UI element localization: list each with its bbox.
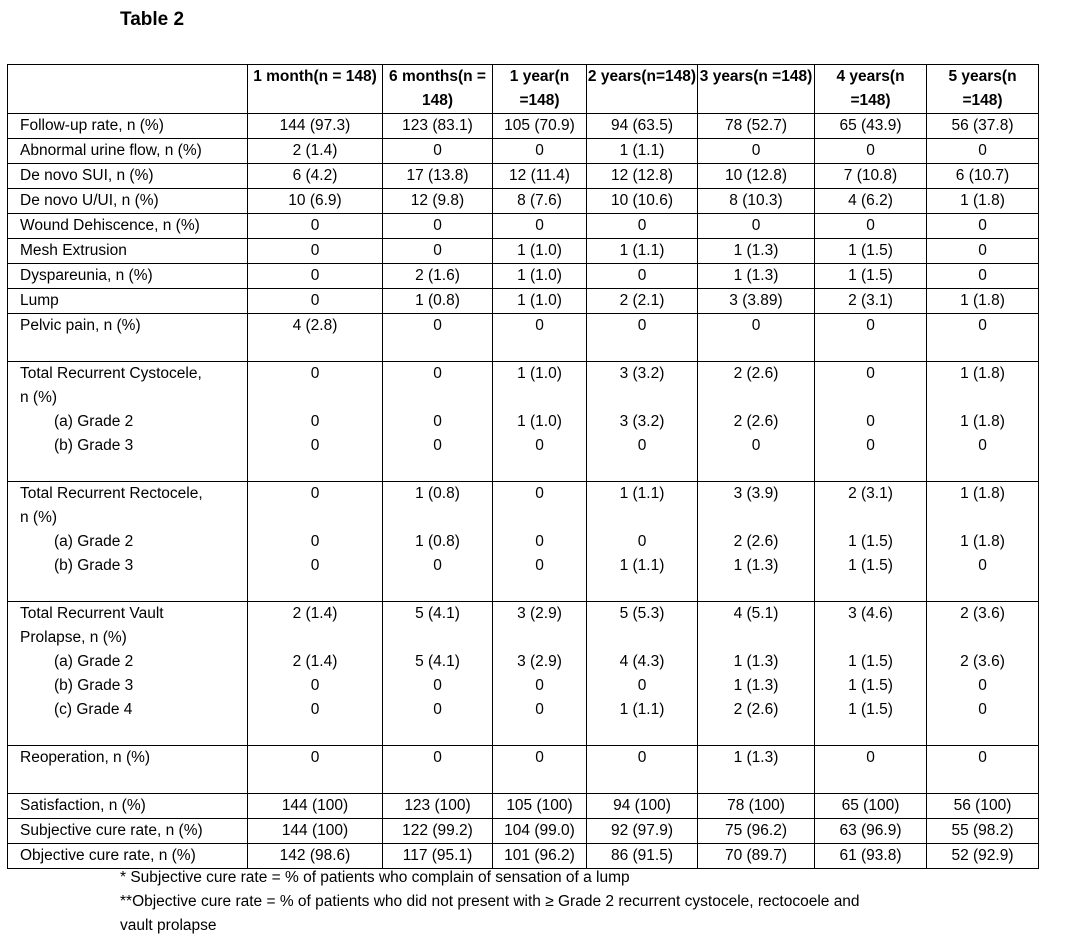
table-cell: 0 — [927, 314, 1039, 362]
table-cell: 123 (83.1) — [383, 114, 493, 139]
table-cell: 2 (2.6) 2 (2.6) 0 — [698, 362, 815, 482]
table-row — [8, 794, 1039, 819]
table-cell: 0 — [698, 314, 815, 362]
table-cell: 0 — [815, 746, 927, 794]
header-row — [8, 65, 1039, 114]
table-cell: 122 (99.2) — [383, 819, 493, 844]
footnote-subjective: * Subjective cure rate = % of patients who complain of sensation of a lump — [120, 869, 630, 886]
row-label: Pelvic pain, n (%) — [8, 314, 248, 362]
table-cell: 3 (4.6) 1 (1.5) 1 (1.5) 1 (1.5) — [815, 602, 927, 746]
row-label: Total Recurrent Vault Prolapse, n (%) (a) Grade 2 (b) Grade 3 (c) Grade 4 — [8, 602, 248, 746]
table-cell: 70 (89.7) — [698, 844, 815, 869]
table-cell: 2 (3.1) — [815, 289, 927, 314]
table-row — [8, 164, 1039, 189]
row-label: Abnormal urine flow, n (%) — [8, 139, 248, 164]
table-row — [8, 264, 1039, 289]
table-cell: 94 (63.5) — [587, 114, 698, 139]
table-cell: 0 — [927, 214, 1039, 239]
table-cell: 0 0 0 — [248, 482, 383, 602]
table-cell: 1 (0.8) — [383, 289, 493, 314]
table-cell: 12 (12.8) — [587, 164, 698, 189]
table-cell: 105 (100) — [493, 794, 587, 819]
table-cell: 1 (0.8) 1 (0.8) 0 — [383, 482, 493, 602]
table-row — [8, 189, 1039, 214]
table-cell: 0 — [927, 139, 1039, 164]
table-cell: 7 (10.8) — [815, 164, 927, 189]
table-cell: 144 (100) — [248, 819, 383, 844]
table-cell: 0 — [927, 239, 1039, 264]
row-label: Mesh Extrusion — [8, 239, 248, 264]
table-cell: 2 (1.4) — [248, 139, 383, 164]
row-label: Satisfaction, n (%) — [8, 794, 248, 819]
table-cell: 2 (3.1) 1 (1.5) 1 (1.5) — [815, 482, 927, 602]
table-cell: 0 — [248, 746, 383, 794]
row-label: Subjective cure rate, n (%) — [8, 819, 248, 844]
table-cell: 1 (1.1) — [587, 139, 698, 164]
row-label: Reoperation, n (%) — [8, 746, 248, 794]
table-row — [8, 289, 1039, 314]
table-cell: 56 (100) — [927, 794, 1039, 819]
header-cell: 5 years(n =148) — [927, 65, 1039, 114]
table-cell: 63 (96.9) — [815, 819, 927, 844]
table-cell: 0 0 0 — [815, 362, 927, 482]
table-cell: 142 (98.6) — [248, 844, 383, 869]
table-cell: 2 (3.6) 2 (3.6) 0 0 — [927, 602, 1039, 746]
table-cell: 75 (96.2) — [698, 819, 815, 844]
table-cell: 3 (3.89) — [698, 289, 815, 314]
table-cell: 10 (10.6) — [587, 189, 698, 214]
table-cell: 6 (4.2) — [248, 164, 383, 189]
table-cell: 0 — [383, 139, 493, 164]
row-label: Total Recurrent Rectocele, n (%) (a) Grade 2 (b) Grade 3 — [8, 482, 248, 602]
table-cell: 78 (52.7) — [698, 114, 815, 139]
header-cell: 1 month(n = 148) — [248, 65, 383, 114]
table-cell: 65 (43.9) — [815, 114, 927, 139]
table-cell: 65 (100) — [815, 794, 927, 819]
table-cell: 0 — [927, 264, 1039, 289]
table-cell: 94 (100) — [587, 794, 698, 819]
table-cell: 0 — [248, 264, 383, 289]
table-cell: 92 (97.9) — [587, 819, 698, 844]
row-label: Total Recurrent Cystocele, n (%) (a) Grade 2 (b) Grade 3 — [8, 362, 248, 482]
table-row-group — [8, 362, 1039, 482]
table-cell: 2 (2.1) — [587, 289, 698, 314]
table-cell: 1 (1.1) 0 1 (1.1) — [587, 482, 698, 602]
table-cell: 4 (6.2) — [815, 189, 927, 214]
header-cell: 3 years(n =148) — [698, 65, 815, 114]
table-cell: 0 — [698, 214, 815, 239]
table-cell: 0 — [248, 289, 383, 314]
table-cell: 56 (37.8) — [927, 114, 1039, 139]
table-cell: 1 (1.3) — [698, 264, 815, 289]
header-cell: 6 months(n = 148) — [383, 65, 493, 114]
table-cell: 1 (1.8) 1 (1.8) 0 — [927, 362, 1039, 482]
table-cell: 10 (12.8) — [698, 164, 815, 189]
table-cell: 0 — [927, 746, 1039, 794]
table-row — [8, 819, 1039, 844]
table-cell: 0 0 0 — [383, 362, 493, 482]
table-cell: 0 — [383, 214, 493, 239]
table-cell: 4 (2.8) — [248, 314, 383, 362]
header-cell: 4 years(n =148) — [815, 65, 927, 114]
row-label: De novo SUI, n (%) — [8, 164, 248, 189]
table-cell: 0 — [815, 314, 927, 362]
table-cell: 12 (9.8) — [383, 189, 493, 214]
table-cell: 1 (1.3) — [698, 746, 815, 794]
header-corner — [8, 65, 248, 114]
table-cell: 55 (98.2) — [927, 819, 1039, 844]
table-cell: 17 (13.8) — [383, 164, 493, 189]
row-label: Dyspareunia, n (%) — [8, 264, 248, 289]
table-cell: 0 — [383, 314, 493, 362]
table-row — [8, 239, 1039, 264]
table-cell: 12 (11.4) — [493, 164, 587, 189]
row-label: Lump — [8, 289, 248, 314]
table-cell: 8 (7.6) — [493, 189, 587, 214]
header-cell: 1 year(n =148) — [493, 65, 587, 114]
table-cell: 0 — [383, 239, 493, 264]
table-cell: 104 (99.0) — [493, 819, 587, 844]
table-cell: 101 (96.2) — [493, 844, 587, 869]
table-cell: 1 (1.8) — [927, 289, 1039, 314]
table-cell: 6 (10.7) — [927, 164, 1039, 189]
table-row — [8, 746, 1039, 794]
table-cell: 86 (91.5) — [587, 844, 698, 869]
table-cell: 0 — [493, 314, 587, 362]
table-cell: 1 (1.0) — [493, 264, 587, 289]
table-cell: 0 — [248, 239, 383, 264]
table-cell: 105 (70.9) — [493, 114, 587, 139]
table-cell: 61 (93.8) — [815, 844, 927, 869]
table-cell: 8 (10.3) — [698, 189, 815, 214]
table-cell: 0 0 0 — [248, 362, 383, 482]
table-cell: 123 (100) — [383, 794, 493, 819]
row-label: De novo U/UI, n (%) — [8, 189, 248, 214]
row-label: Wound Dehiscence, n (%) — [8, 214, 248, 239]
table-cell: 3 (3.2) 3 (3.2) 0 — [587, 362, 698, 482]
table-cell: 0 — [493, 746, 587, 794]
table-cell: 2 (1.6) — [383, 264, 493, 289]
table-cell: 144 (100) — [248, 794, 383, 819]
table-cell: 0 — [815, 214, 927, 239]
table-row — [8, 844, 1039, 869]
table-cell: 1 (1.0) 1 (1.0) 0 — [493, 362, 587, 482]
table-cell: 0 0 0 — [493, 482, 587, 602]
table-cell: 1 (1.1) — [587, 239, 698, 264]
table-cell: 3 (2.9) 3 (2.9) 0 0 — [493, 602, 587, 746]
table-cell: 0 — [587, 264, 698, 289]
table-row — [8, 314, 1039, 362]
row-label: Objective cure rate, n (%) — [8, 844, 248, 869]
table-cell: 5 (4.1) 5 (4.1) 0 0 — [383, 602, 493, 746]
results-table — [7, 64, 1039, 869]
table-cell: 52 (92.9) — [927, 844, 1039, 869]
table-cell: 1 (1.8) — [927, 189, 1039, 214]
table-row — [8, 139, 1039, 164]
table-cell: 0 — [587, 746, 698, 794]
table-cell: 10 (6.9) — [248, 189, 383, 214]
header-cell: 2 years(n=148) — [587, 65, 698, 114]
table-row — [8, 214, 1039, 239]
row-label: Follow-up rate, n (%) — [8, 114, 248, 139]
table-cell: 144 (97.3) — [248, 114, 383, 139]
table-cell: 0 — [493, 139, 587, 164]
footnote-objective-cont: vault prolapse — [120, 917, 217, 934]
table-row-group — [8, 482, 1039, 602]
table-row — [8, 114, 1039, 139]
table-cell: 4 (5.1) 1 (1.3) 1 (1.3) 2 (2.6) — [698, 602, 815, 746]
table-cell: 2 (1.4) 2 (1.4) 0 0 — [248, 602, 383, 746]
table-cell: 1 (1.0) — [493, 289, 587, 314]
table-cell: 0 — [815, 139, 927, 164]
table-cell: 1 (1.0) — [493, 239, 587, 264]
table-cell: 0 — [248, 214, 383, 239]
table-cell: 0 — [383, 746, 493, 794]
table-cell: 117 (95.1) — [383, 844, 493, 869]
table-cell: 5 (5.3) 4 (4.3) 0 1 (1.1) — [587, 602, 698, 746]
table-row-group — [8, 602, 1039, 746]
table-cell: 1 (1.5) — [815, 264, 927, 289]
table-cell: 78 (100) — [698, 794, 815, 819]
table-cell: 0 — [493, 214, 587, 239]
table-cell: 0 — [587, 314, 698, 362]
table-cell: 0 — [698, 139, 815, 164]
table-cell: 1 (1.5) — [815, 239, 927, 264]
table-cell: 1 (1.3) — [698, 239, 815, 264]
table-cell: 1 (1.8) 1 (1.8) 0 — [927, 482, 1039, 602]
table-cell: 3 (3.9) 2 (2.6) 1 (1.3) — [698, 482, 815, 602]
footnotes — [120, 866, 1020, 938]
table-title: Table 2 — [120, 9, 185, 30]
table-cell: 0 — [587, 214, 698, 239]
footnote-objective: **Objective cure rate = % of patients who did not present with ≥ Grade 2 recurrent cystocele, rectocoele and — [120, 893, 860, 910]
